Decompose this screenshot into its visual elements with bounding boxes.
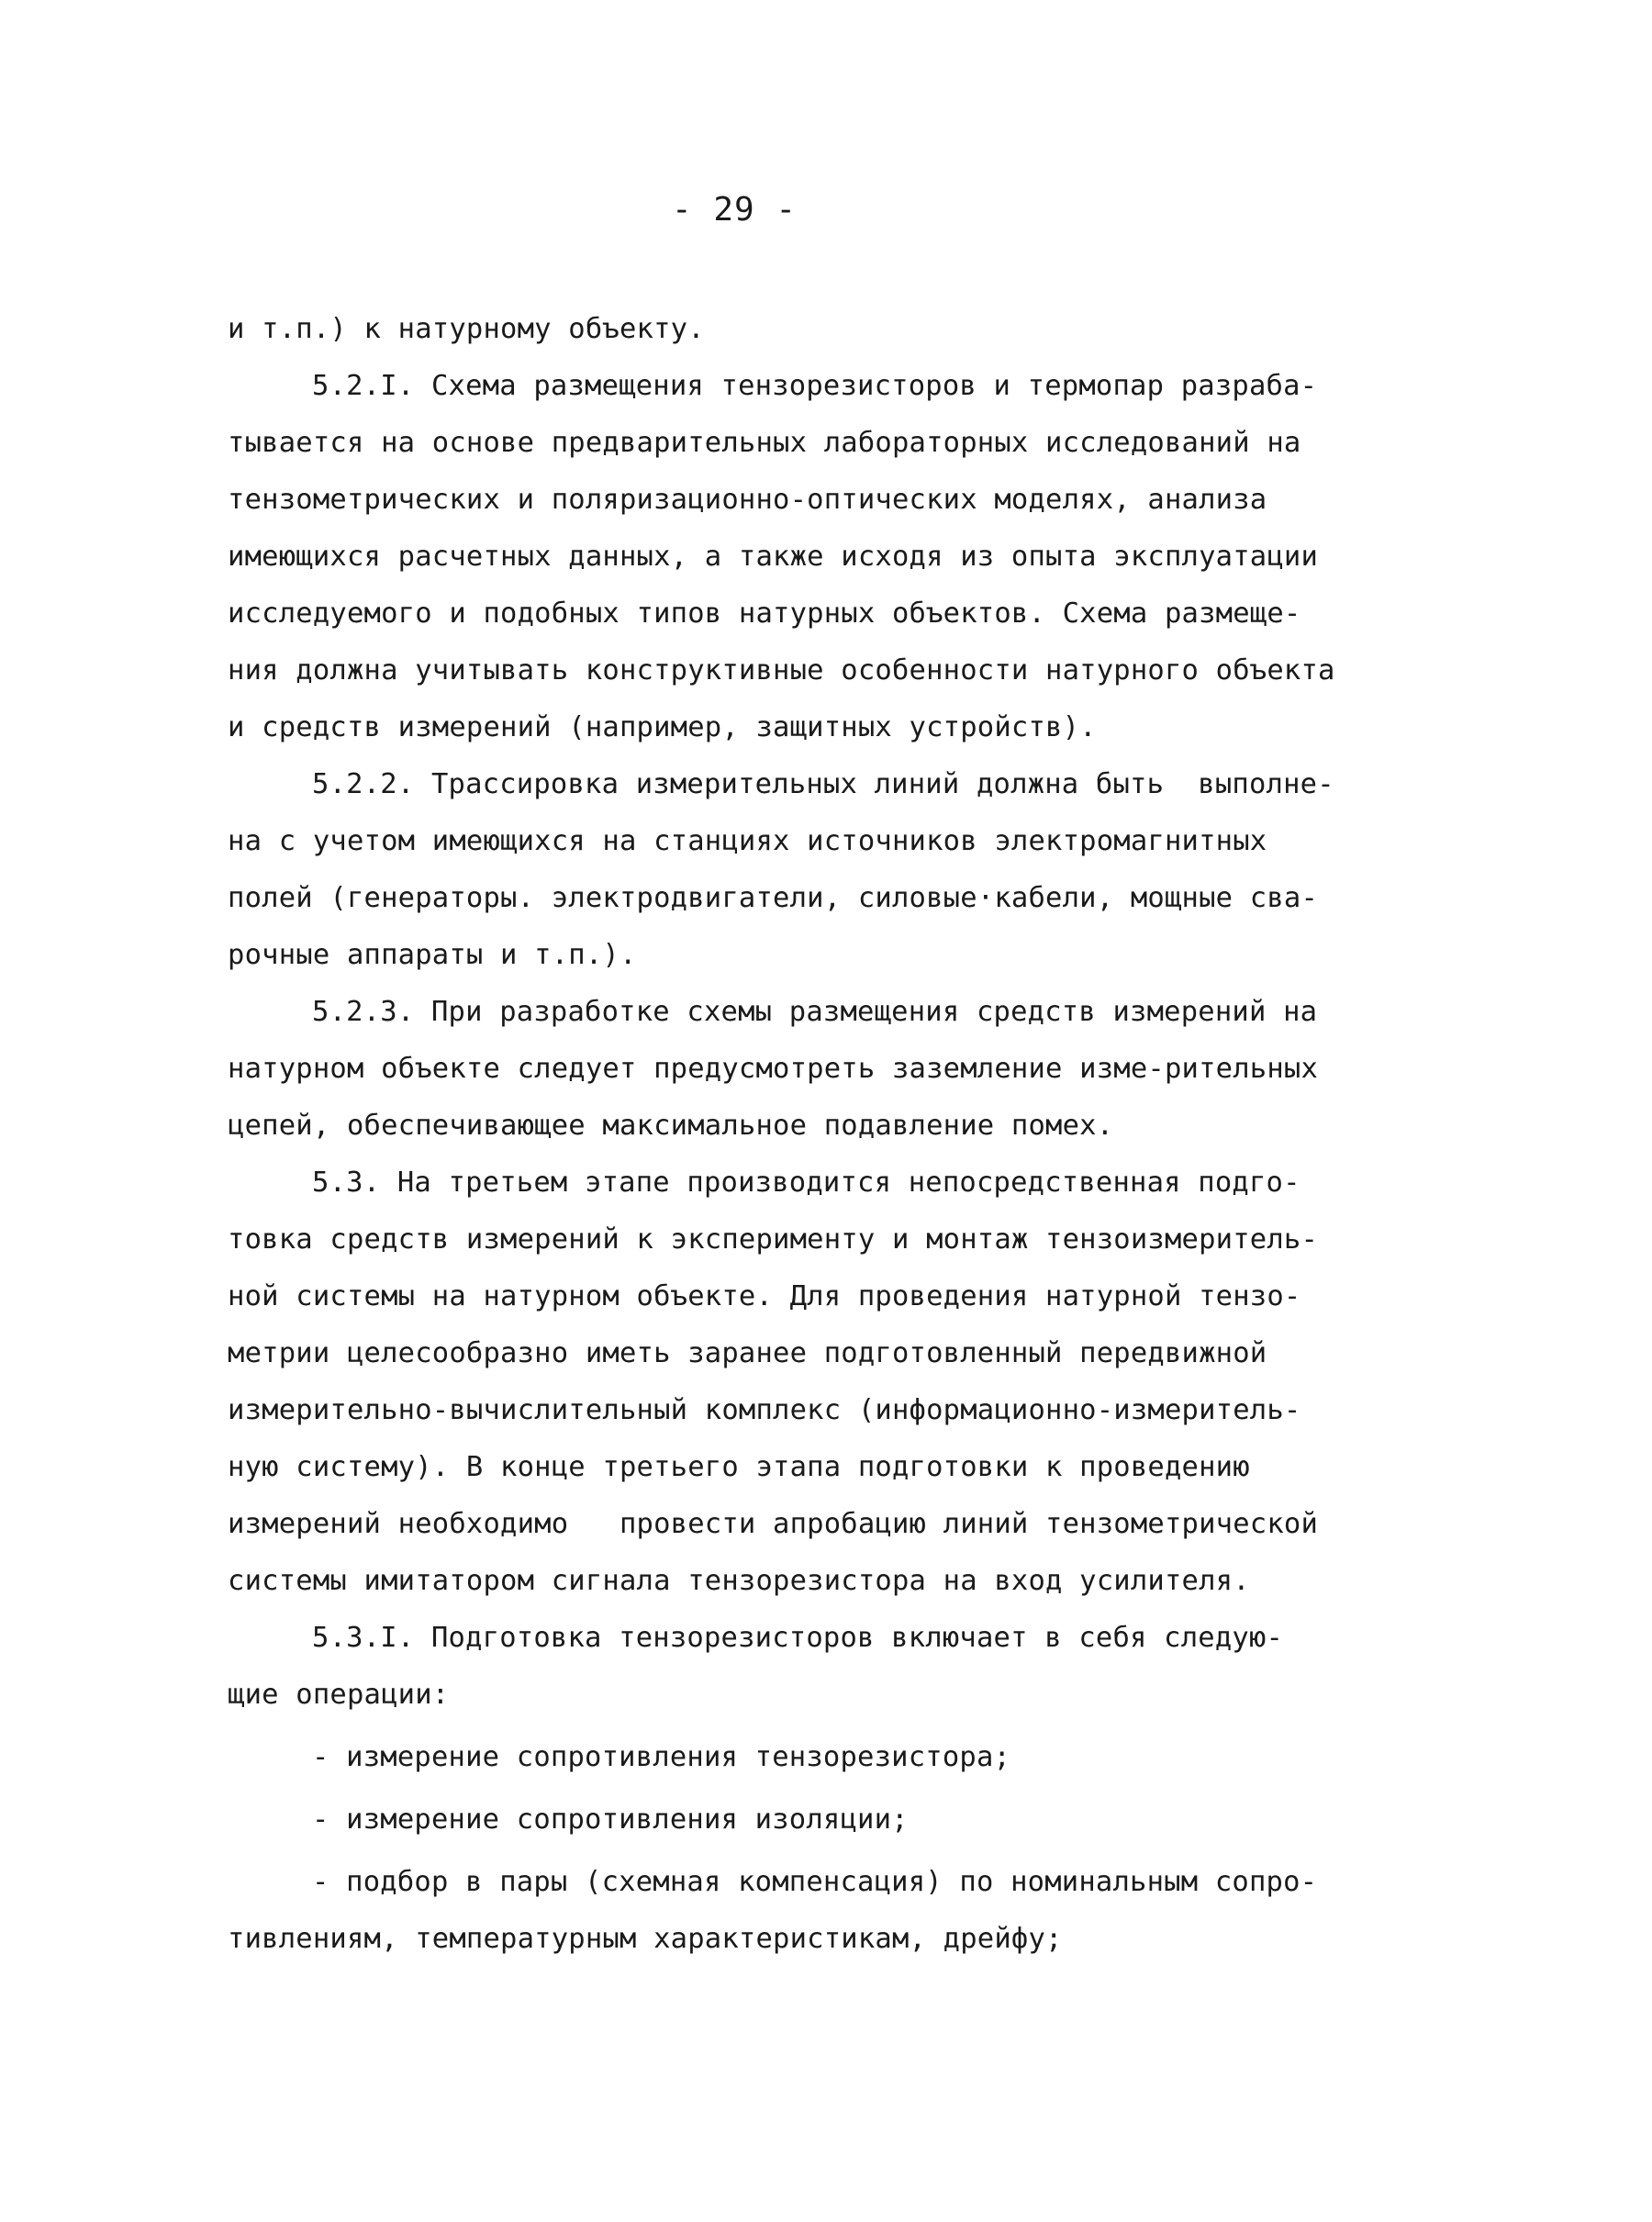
text-line: тывается на основе предварительных лабораторных исследований на [228, 427, 1301, 459]
text-line: цепей, обеспечивающее максимальное подавление помех. [228, 1110, 1114, 1142]
list-item: - измерение сопротивления изоляции; [312, 1803, 909, 1836]
text-line: полей (генераторы. электродвигатели, силовые·кабели, мощные сва- [228, 882, 1319, 914]
text-line: ную систему). В конце третьего этапа подготовки к проведению [228, 1451, 1250, 1483]
text-line: тивлениям, температурным характеристикам, дрейфу; [228, 1923, 1063, 1955]
text-line: натурном объекте следует предусмотреть заземление изме-рительных [228, 1053, 1319, 1085]
text-line: и т.п.) к натурному объекту. [228, 313, 705, 345]
text-line: 5.2.3. При разработке схемы размещения средств измерений на [312, 996, 1318, 1028]
text-line: имеющихся расчетных данных, а также исходя из опыта эксплуатации [228, 541, 1319, 573]
text-line: ния должна учитывать конструктивные особенности натурного объекта [228, 654, 1335, 687]
text-line: 5.2.2. Трассировка измерительных линий должна быть выполне- [312, 768, 1334, 800]
text-line: ной системы на натурном объекте. Для проведения натурной тензо- [228, 1280, 1301, 1312]
list-item: - измерение сопротивления тензорезистора; [312, 1741, 1011, 1773]
text-line: тензометрических и поляризационно-оптических моделях, анализа [228, 484, 1267, 516]
text-line: измерительно-вычислительный комплекс (информационно-измеритель- [228, 1394, 1301, 1426]
text-line: на с учетом имеющихся на станциях источников электромагнитных [228, 825, 1267, 857]
text-line: товка средств измерений к эксперименту и монтаж тензоизмеритель- [228, 1223, 1319, 1256]
text-line: 5.2.I. Схема размещения тензорезисторов и термопар разраба- [312, 370, 1318, 402]
text-line: измерений необходимо провести апробацию линий тензометрической [228, 1508, 1319, 1540]
list-item: - подбор в пары (схемная компенсация) по номинальным сопро- [312, 1866, 1318, 1898]
text-line: 5.3. На третьем этапе производится непосредственная подго- [312, 1167, 1300, 1199]
text-line: системы имитатором сигнала тензорезистора на вход усилителя. [228, 1565, 1250, 1597]
text-line: исследуемого и подобных типов натурных объектов. Схема размеще- [228, 597, 1301, 630]
page-number: - 29 - [671, 191, 798, 229]
text-line: 5.3.I. Подготовка тензорезисторов включает в себя следую- [312, 1622, 1284, 1654]
text-line: и средств измерений (например, защитных устройств). [228, 711, 1097, 743]
text-line: рочные аппараты и т.п.). [228, 939, 637, 971]
body-text [228, 301, 1366, 1968]
text-line: метрии целесообразно иметь заранее подготовленный передвижной [228, 1337, 1267, 1369]
text-line: щие операции: [228, 1679, 450, 1711]
